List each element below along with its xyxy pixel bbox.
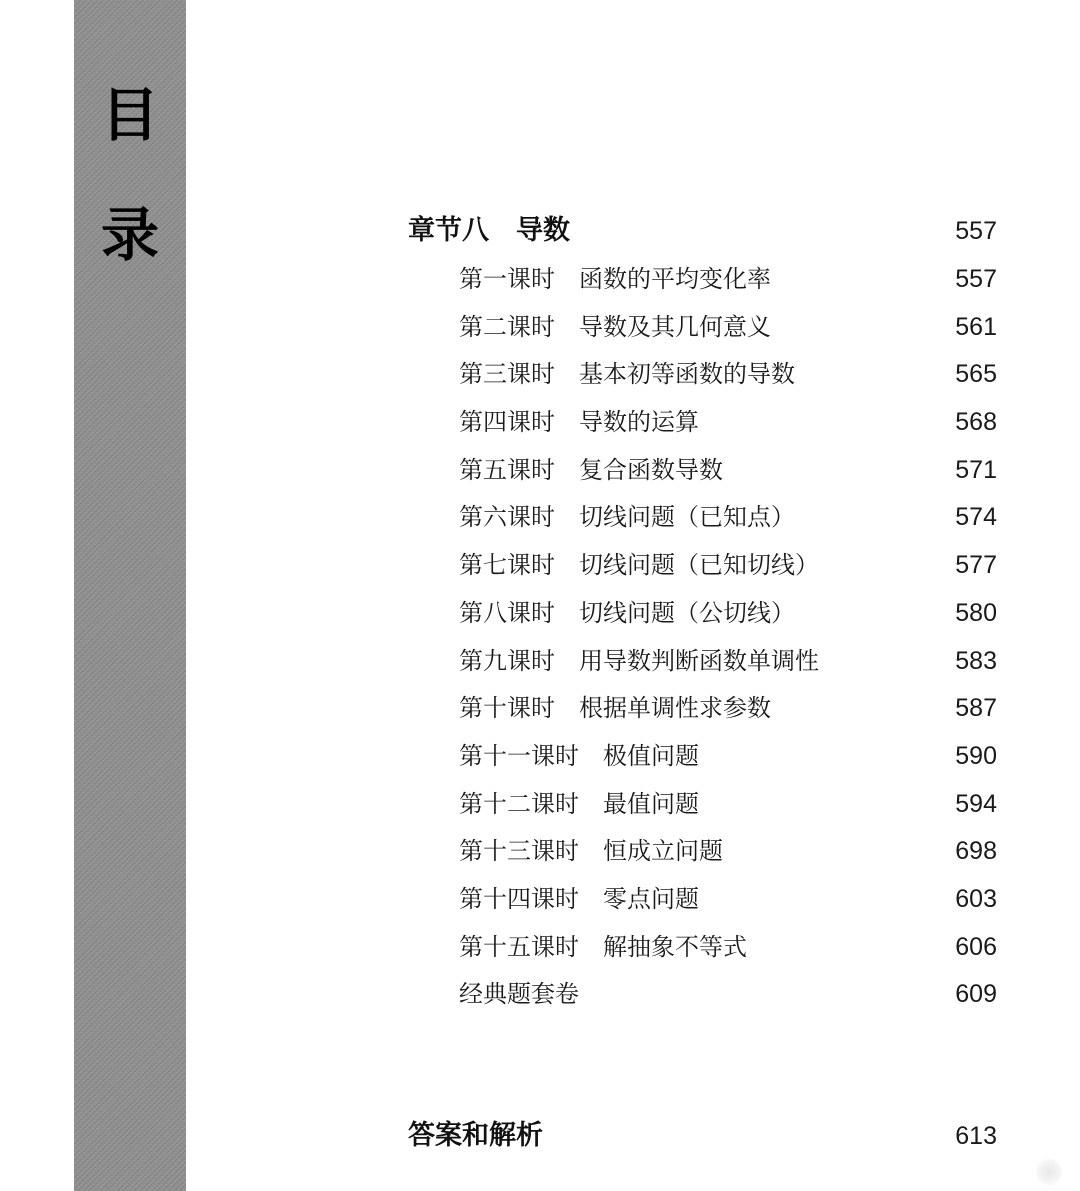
lesson-row[interactable] bbox=[0, 545, 1080, 585]
lesson-page-number: 580 bbox=[955, 599, 997, 627]
lesson-row[interactable] bbox=[0, 736, 1080, 776]
lesson-page-number: 609 bbox=[955, 980, 997, 1008]
lesson-title: 经典题套卷 bbox=[459, 980, 579, 1008]
lesson-title: 第二课时 导数及其几何意义 bbox=[459, 313, 771, 341]
lesson-page-number: 587 bbox=[955, 694, 997, 722]
lesson-title: 第一课时 函数的平均变化率 bbox=[459, 265, 771, 293]
lesson-row[interactable] bbox=[0, 354, 1080, 394]
chapter-row[interactable] bbox=[0, 211, 1080, 251]
lesson-row[interactable] bbox=[0, 402, 1080, 442]
lesson-title: 第七课时 切线问题（已知切线） bbox=[459, 551, 819, 579]
lesson-title: 第五课时 复合函数导数 bbox=[459, 456, 723, 484]
lesson-row[interactable] bbox=[0, 927, 1080, 967]
lesson-row[interactable] bbox=[0, 497, 1080, 537]
lesson-page-number: 574 bbox=[955, 503, 997, 531]
lesson-row[interactable] bbox=[0, 784, 1080, 824]
lesson-title: 第十三课时 恒成立问题 bbox=[459, 837, 723, 865]
lesson-page-number: 594 bbox=[955, 790, 997, 818]
lesson-title: 第十一课时 极值问题 bbox=[459, 742, 699, 770]
toc-title-char-mu: 目 bbox=[100, 81, 159, 149]
lesson-title: 第九课时 用导数判断函数单调性 bbox=[459, 647, 819, 675]
lesson-row[interactable] bbox=[0, 593, 1080, 633]
answers-title: 答案和解析 bbox=[408, 1120, 543, 1151]
lesson-title: 第十四课时 零点问题 bbox=[459, 885, 699, 913]
lesson-title: 第八课时 切线问题（公切线） bbox=[459, 599, 795, 627]
lesson-title: 第十二课时 最值问题 bbox=[459, 790, 699, 818]
lesson-page-number: 571 bbox=[955, 456, 997, 484]
lesson-row[interactable] bbox=[0, 259, 1080, 299]
lesson-title: 第六课时 切线问题（已知点） bbox=[459, 503, 795, 531]
answers-row[interactable] bbox=[0, 1116, 1080, 1156]
chapter-page-number: 557 bbox=[955, 217, 997, 245]
lesson-page-number: 557 bbox=[955, 265, 997, 293]
lesson-row[interactable] bbox=[0, 879, 1080, 919]
lesson-page-number: 583 bbox=[955, 647, 997, 675]
lesson-row[interactable] bbox=[0, 450, 1080, 490]
lesson-page-number: 698 bbox=[955, 837, 997, 865]
toc-title-char-lu: 录 bbox=[100, 201, 159, 269]
lesson-page-number: 565 bbox=[955, 360, 997, 388]
lesson-row[interactable] bbox=[0, 831, 1080, 871]
lesson-page-number: 561 bbox=[955, 313, 997, 341]
answers-page-number: 613 bbox=[955, 1122, 997, 1150]
watermark-logo bbox=[1036, 1159, 1062, 1185]
lesson-title: 第十课时 根据单调性求参数 bbox=[459, 694, 771, 722]
lesson-row[interactable] bbox=[0, 307, 1080, 347]
lesson-page-number: 577 bbox=[955, 551, 997, 579]
lesson-title: 第十五课时 解抽象不等式 bbox=[459, 933, 747, 961]
chapter-title: 章节八 导数 bbox=[408, 215, 570, 246]
lesson-page-number: 568 bbox=[955, 408, 997, 436]
lesson-row[interactable] bbox=[0, 641, 1080, 681]
lesson-page-number: 590 bbox=[955, 742, 997, 770]
lesson-title: 第三课时 基本初等函数的导数 bbox=[459, 360, 795, 388]
lesson-page-number: 603 bbox=[955, 885, 997, 913]
lesson-page-number: 606 bbox=[955, 933, 997, 961]
content-vertical-word: CONTENT bbox=[183, 300, 229, 580]
lesson-row[interactable] bbox=[0, 688, 1080, 728]
lesson-title: 第四课时 导数的运算 bbox=[459, 408, 699, 436]
lesson-row[interactable] bbox=[0, 974, 1080, 1014]
